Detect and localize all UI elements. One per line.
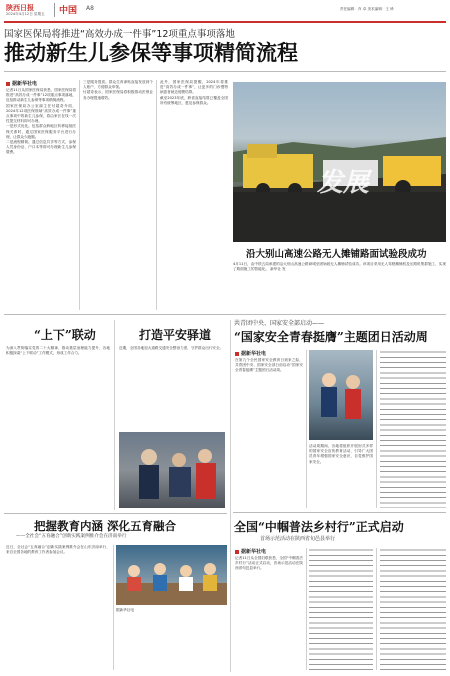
article5-subhead: ——全社会“五育融合”创新实践案例推介会在济南举行 [16,534,127,539]
article1-source: 据新华社电 [6,80,37,87]
article6-body-col3 [380,548,446,670]
masthead-divider [54,3,55,17]
paragraph: 此外，国家医保局提醒，2024年将推进“高效办成一件事”，让更多的门诊慢特病患者就近便捷结算。 [160,80,228,95]
article1-kicker: 国家医保局将推进“高效办成一件事”12项重点事项落地 [4,29,235,40]
photo1-caption: 沿大别山高速公路无人摊铺路面试验段成功 [246,249,427,260]
article5-body-col2: 据新华社电 [116,608,134,612]
article3-body: 为深入贯彻落实党的二十大精神，推动基层治理能力提升，各地积极探索“上下联动”工作模式，形成工作合力。 [6,346,110,356]
section-rule [233,512,446,513]
article1-body-col1 [6,88,76,308]
column-divider [114,320,115,510]
article6-source: 据新华社电 [235,548,266,555]
youth-photo-graphic [309,350,373,440]
article2-body-col2: 活动周期间，各地将组织开展形式多样的国家安全宣传教育活动，引导广大团员青年增强国家安全意识，自觉维护国家安全。 [309,444,373,464]
masthead-logo: 陕西日报 [6,3,34,12]
paragraph: 三是服务提质。群众生育津贴直接发放到个人账户，方便群众申领。 [83,80,153,90]
photo-overlay-word: 发展 [317,168,370,198]
column-divider [156,80,157,310]
article2-source: 据新华社电 [235,350,266,357]
police-photo [119,432,225,508]
section-rule [4,513,227,514]
article1-body-col2 [83,80,153,308]
column-divider [376,350,377,508]
photo1-text: 4月11日，由中铁五局承建的沿大别山高速公路商城至固始段无人摊铺试验成功。该项目采用无人驾驶摊铺机及压路机集群施工，实现了路面施工的智能化。 新华社 发 [233,262,446,272]
paragraph: 二是流程精简。通过信息共享等方式，参保人凭身份证、户口本等即可办理新生儿参保缴费。 [6,140,76,155]
article5-body-col1: 近日，全社会“五育融合”创新实践案例推介会在山东济南举行，来自全国各地的教育工作者参加会议。 [6,545,110,555]
section-name: 中国 [59,6,78,16]
masthead-date: 2024年4月12日 星期五 [6,12,45,16]
column-divider [306,350,307,508]
page-number: A8 [86,5,94,12]
column-divider [113,545,114,670]
source-marker-icon [235,550,239,554]
students-photo-graphic [116,545,227,605]
section-rule [4,314,446,315]
article4-title: 打造平安驿道 [139,328,212,342]
column-divider [376,548,377,670]
paragraph: 付超奇表示，国家医保局将积极推动医保业务办理提速增效。 [83,90,153,100]
masthead [0,0,450,24]
paragraph: 记者11日从国家医保局获悉，国家医保局将推进“高效办成一件事”12项重点事项落地，包括推动新生儿参保等事项精简流程。 [6,88,76,103]
youth-photo [309,350,373,440]
article5-headline: 把握教育内涵 深化五育融合 [34,519,177,533]
paragraph: 在第九个全民国家安全教育日到来之际，共青团中央、国家安全部日前启动“国家安全青春挺膺”主题团日活动周。 [235,358,303,373]
paragraph: 国家医保局办公室副主任付超奇介绍，2024年12项医保领域“高效办成一件事”重点事项中的新生儿参保，将由家长在线一次性提交材料即可办理。 [6,103,76,124]
students-photo [116,545,227,605]
article6-body-col2 [309,548,373,670]
paragraph: 截至2023年底，跨省直接结算已覆盖全国所有统筹地区，惠及参保群众。 [160,95,228,105]
road-photo [233,82,446,242]
article4-body: 近期，全国各地加大道路交通安全整治力度，守护群众出行安全。 [119,346,224,350]
headline-rule [4,71,446,72]
article3-title: “上下”联动 [34,328,96,342]
source-marker-icon [235,352,239,356]
police-photo-graphic [119,432,225,508]
article4-box [117,320,227,510]
article3-box [4,320,112,510]
source-marker-icon [6,82,10,86]
article2-kicker: 共青团中央、国家安全部启动—— [234,320,325,327]
article2-body-col3 [380,350,446,508]
article2-body-col1 [235,358,303,508]
column-divider [230,320,231,672]
article6-subhead: 首场示范活动在陕西省旬邑县举行 [260,536,336,542]
editor-line: 责任编辑：肖 卓 美术编辑：王 珍 [340,7,394,11]
article1-body-col3 [160,80,228,308]
masthead-rule [4,21,446,23]
article6-body-col1: 记者11日从全国妇联获悉，全国“中帼普法乡村行”活动正式启动，首场示范活动在陕西省旬邑县举行。 [235,556,303,571]
column-divider [79,80,80,310]
paragraph: 一是形式优化。包括群众跨地区转移接续医保关系时，通过国家医保服务平台进行办理，让群众少跑腿。 [6,124,76,139]
article2-headline: “国家安全青春挺膺”主题团日活动周 [234,330,428,344]
column-divider [306,548,307,670]
article1-headline: 推动新生儿参保等事项精简流程 [4,40,298,65]
article6-headline: 全国“中帼普法乡村行”正式启动 [234,520,404,534]
